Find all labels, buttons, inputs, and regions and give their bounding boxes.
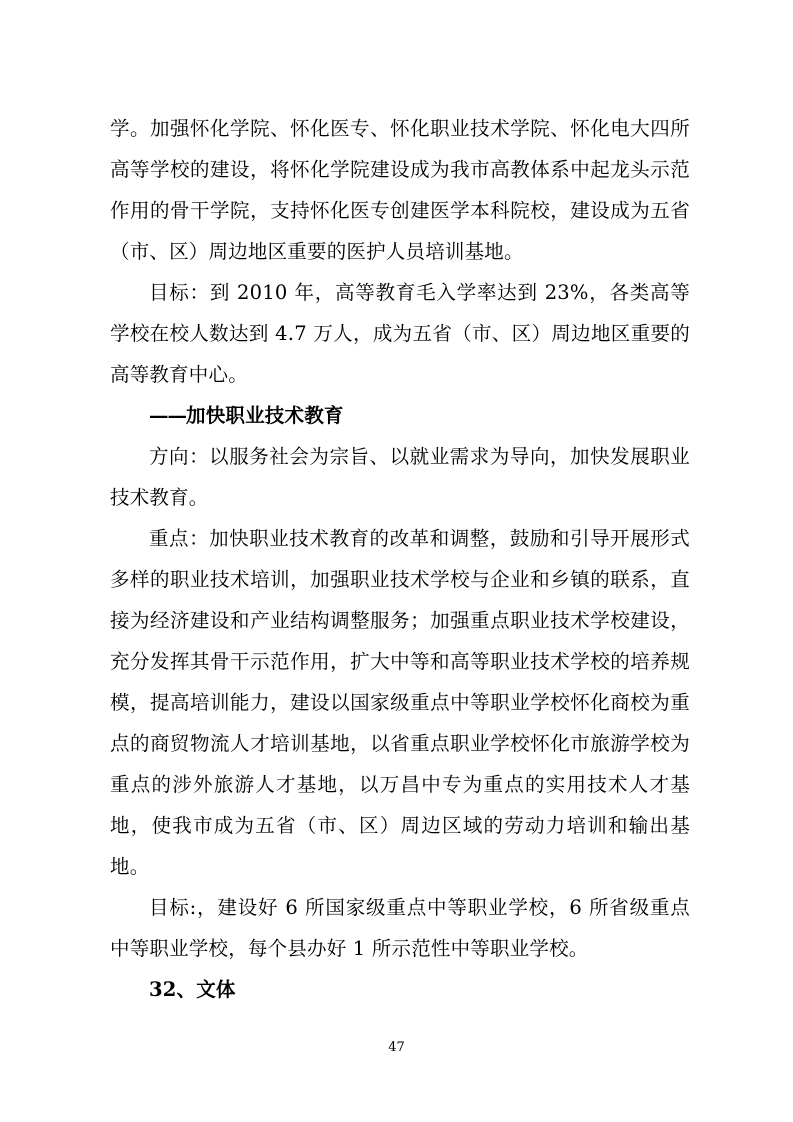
- heading-vocational-education-label: 加快职业技术教育: [186, 404, 344, 427]
- document-body: [110, 108, 690, 1010]
- paragraph-goal-higher-education: 目标：到 2010 年，高等教育毛入学率达到 23%，各类高等学校在校人数达到 4.7 万人，成为五省（市、区）周边地区重要的高等教育中心。: [110, 281, 690, 386]
- paragraph-direction: 方向：以服务社会为宗旨、以就业需求为导向，加快发展职业技术教育。: [110, 445, 690, 509]
- paragraph-focus: 重点：加快职业技术教育的改革和调整，鼓励和引导开展形式多样的职业技术培训，加强职业技术学校与企业和乡镇的联系，直接为经济建设和产业结构调整服务；加强重点职业技术学校建设，充分发挥其骨干示范作用，扩大中等和高等职业技术学校的培养规模，提高培训能力，建设以国家级重点中等职业学校怀化商校为重点的商贸物流人才培训基地，以省重点职业学校怀化市旅游学校为重点的涉外旅游人才基地，以万昌中专为重点的实用技术人才基地，使我市成为五省（市、区）周边区域的劳动力培训和输出基地。: [110, 527, 690, 878]
- heading-dash-prefix: ——: [149, 404, 186, 427]
- paragraph-goal-vocational: 目标:，建设好 6 所国家级重点中等职业学校，6 所省级重点中等职业学校，每个县办好 1 所示范性中等职业学校。: [110, 896, 690, 960]
- paragraph-continuation: 学。加强怀化学院、怀化医专、怀化职业技术学院、怀化电大四所高等学校的建设，将怀化学院建设成为我市高教体系中起龙头示范作用的骨干学院，支持怀化医专创建医学本科院校，建设成为五省（市、区）周边地区重要的医护人员培训基地。: [110, 117, 690, 263]
- page-number: 47: [388, 1040, 405, 1055]
- heading-section-32: 32、文体: [149, 978, 236, 1001]
- heading-vocational-education: [110, 395, 690, 436]
